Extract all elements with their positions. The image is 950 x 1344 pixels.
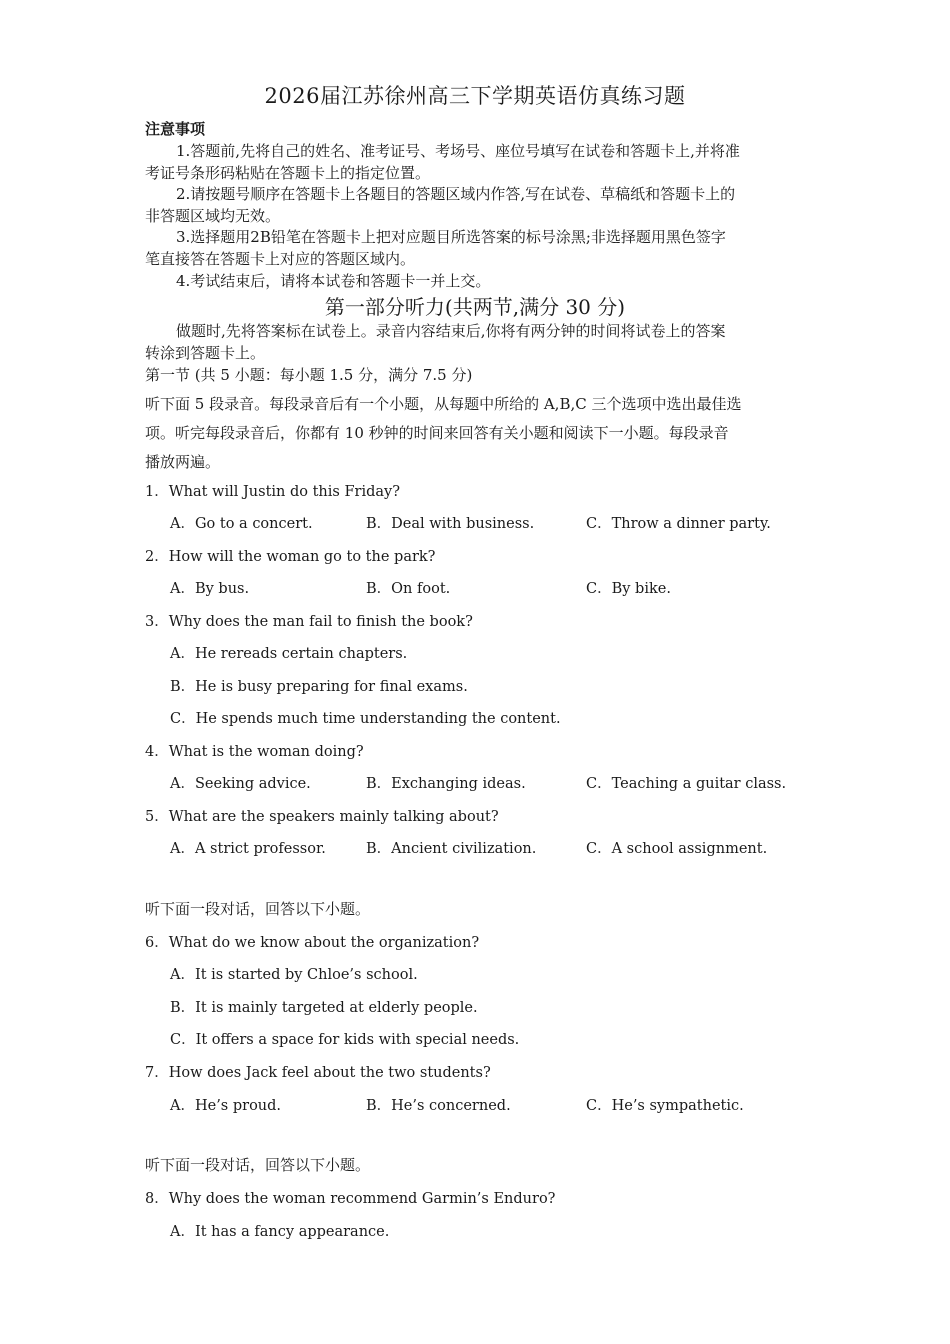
- notice-line: 考证号条形码粘贴在答题卡上的指定位置。: [145, 164, 431, 182]
- dialog-note: 听下面一段对话，回答以下小题。: [145, 1156, 371, 1174]
- question-8: 8．Why does the woman recommend Garmin’s Enduro?: [145, 1191, 556, 1207]
- q2-option-c: C．By bike.: [586, 581, 671, 597]
- q1-option-b: B．Deal with business.: [366, 516, 535, 532]
- notice-line: 4.考试结束后，请将本试卷和答题卡一并上交。: [176, 272, 491, 290]
- directions-line: 项。听完每段录音后，你都有 10 秒钟的时间来回答有关小题和阅读下一小题。每段录音: [145, 424, 729, 442]
- question-3: 3．Why does the man fail to finish the book?: [145, 614, 473, 630]
- question-5: 5．What are the speakers mainly talking about?: [145, 809, 499, 825]
- q3-option-a: A．He rereads certain chapters.: [170, 646, 408, 662]
- question-6: 6．What do we know about the organization?: [145, 935, 480, 951]
- q6-option-a: A．It is started by Chloe’s school.: [170, 967, 418, 983]
- question-2: 2．How will the woman go to the park?: [145, 549, 436, 565]
- q2-option-b: B．On foot.: [366, 581, 451, 597]
- notice-line: 非答题区域均无效。: [145, 207, 281, 225]
- part1-intro-line: 做题时,先将答案标在试卷上。录音内容结束后,你将有两分钟的时间将试卷上的答案: [176, 322, 726, 340]
- question-7: 7．How does Jack feel about the two students?: [145, 1065, 491, 1081]
- q1-option-a: A．Go to a concert.: [170, 516, 313, 532]
- q4-option-a: A．Seeking advice.: [170, 776, 311, 792]
- q3-option-c: C．He spends much time understanding the content.: [170, 711, 561, 727]
- q4-option-c: C．Teaching a guitar class.: [586, 776, 787, 792]
- q7-option-c: C．He’s sympathetic.: [586, 1098, 744, 1114]
- page-title: 2026届江苏徐州高三下学期英语仿真练习题: [264, 84, 686, 108]
- notice-line: 1.答题前,先将自己的姓名、准考证号、考场号、座位号填写在试卷和答题卡上,并将准: [176, 142, 740, 160]
- notice-line: 2.请按题号顺序在答题卡上各题目的答题区域内作答,写在试卷、草稿纸和答题卡上的: [176, 185, 736, 203]
- q6-option-b: B．It is mainly targeted at elderly people.: [170, 1000, 478, 1016]
- question-4: 4．What is the woman doing?: [145, 744, 364, 760]
- q5-option-b: B．Ancient civilization.: [366, 841, 537, 857]
- q6-option-c: C．It offers a space for kids with special needs.: [170, 1032, 520, 1048]
- notice-line: 3.选择题用2B铅笔在答题卡上把对应题目所选答案的标号涂黑;非选择题用黑色签字: [176, 228, 726, 246]
- q5-option-c: C．A school assignment.: [586, 841, 768, 857]
- q2-option-a: A．By bus.: [170, 581, 250, 597]
- question-1: 1．What will Justin do this Friday?: [145, 484, 400, 500]
- q3-option-b: B．He is busy preparing for final exams.: [170, 679, 468, 695]
- q1-option-c: C．Throw a dinner party.: [586, 516, 771, 532]
- q8-option-a: A．It has a fancy appearance.: [170, 1224, 390, 1240]
- q5-option-a: A．A strict professor.: [170, 841, 326, 857]
- q4-option-b: B．Exchanging ideas.: [366, 776, 526, 792]
- q7-option-a: A．He’s proud.: [170, 1098, 282, 1114]
- part1-intro-line: 转涂到答题卡上。: [145, 344, 266, 362]
- section1-heading: 第一节 (共 5 小题：每小题 1.5 分，满分 7.5 分): [145, 366, 473, 384]
- notice-line: 笔直接答在答题卡上对应的答题区域内。: [145, 250, 416, 268]
- dialog-note: 听下面一段对话，回答以下小题。: [145, 900, 371, 918]
- directions-line: 听下面 5 段录音。每段录音后有一个小题，从每题中所给的 A,B,C 三个选项中选出最佳选: [145, 395, 742, 413]
- directions-line: 播放两遍。: [145, 453, 221, 471]
- part1-title: 第一部分听力(共两节,满分 30 分): [324, 295, 626, 319]
- q7-option-b: B．He’s concerned.: [366, 1098, 511, 1114]
- notice-heading: 注意事项: [145, 120, 206, 138]
